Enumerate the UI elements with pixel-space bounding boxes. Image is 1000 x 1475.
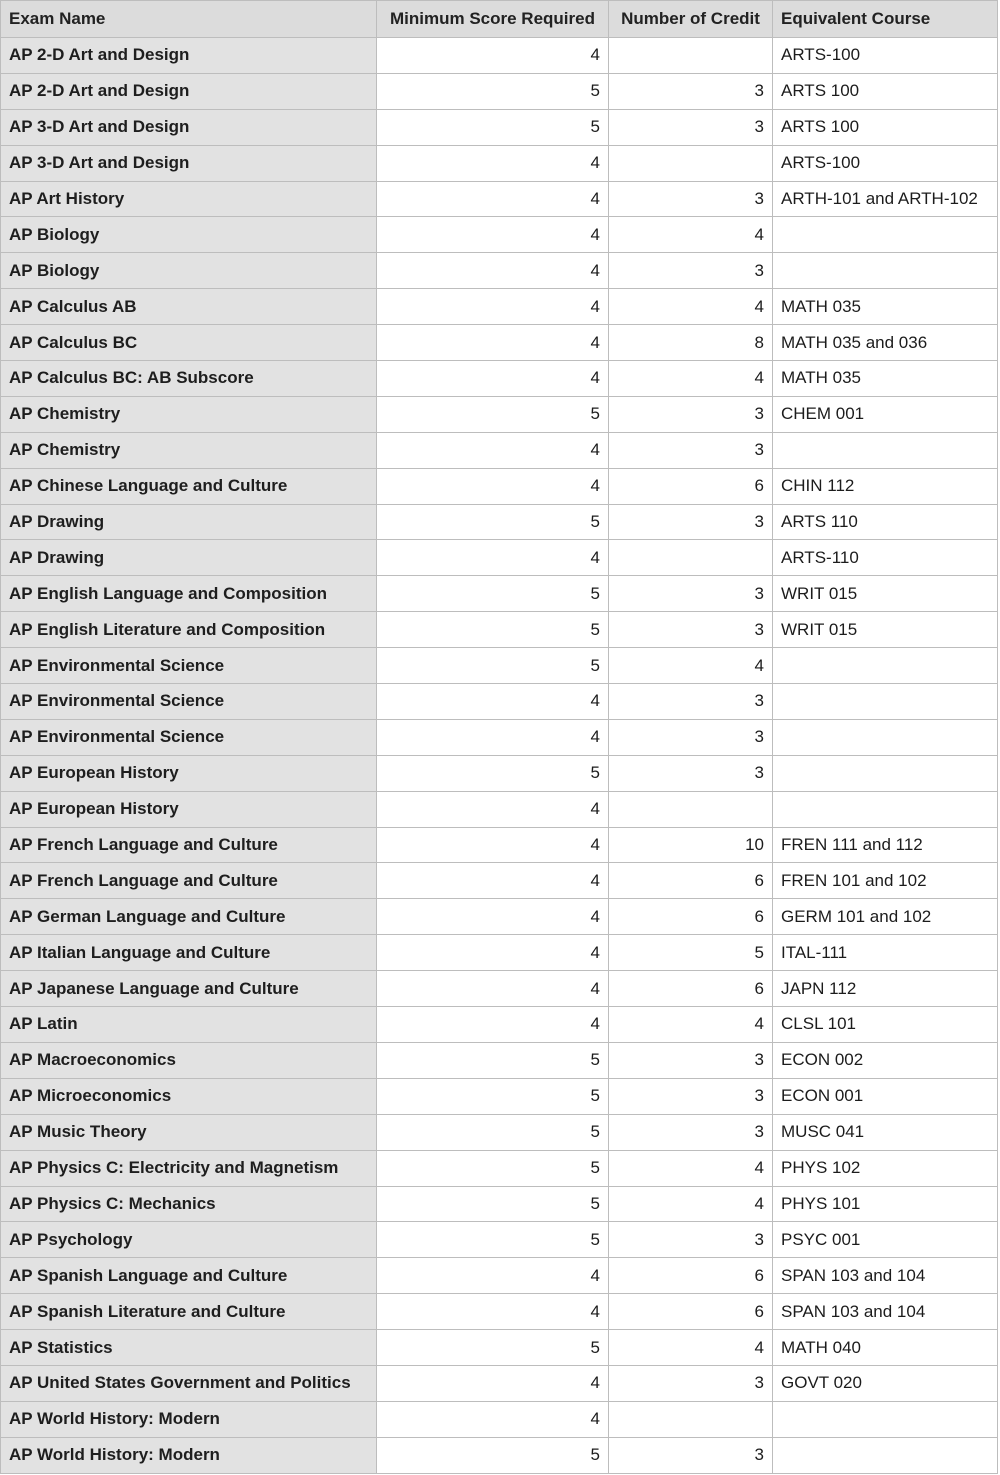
cell-exam-name[interactable]: AP 3-D Art and Design: [0, 146, 377, 181]
cell-equivalent-course[interactable]: [773, 720, 998, 755]
cell-equivalent-course[interactable]: ITAL-111: [773, 935, 998, 970]
cell-minimum-score[interactable]: 4: [377, 253, 609, 288]
cell-equivalent-course[interactable]: PHYS 102: [773, 1151, 998, 1186]
cell-minimum-score[interactable]: 5: [377, 756, 609, 791]
cell-minimum-score[interactable]: 5: [377, 1043, 609, 1078]
cell-equivalent-course[interactable]: [773, 253, 998, 288]
cell-minimum-score[interactable]: 4: [377, 38, 609, 73]
cell-exam-name[interactable]: AP Environmental Science: [0, 648, 377, 683]
table-row: [0, 289, 998, 325]
cell-minimum-score[interactable]: 4: [377, 1007, 609, 1042]
cell-equivalent-course[interactable]: [773, 792, 998, 827]
cell-number-of-credit[interactable]: 4: [609, 289, 773, 324]
cell-equivalent-course[interactable]: [773, 648, 998, 683]
cell-number-of-credit[interactable]: 3: [609, 397, 773, 432]
table-row: [0, 792, 998, 828]
cell-minimum-score[interactable]: 5: [377, 648, 609, 683]
cell-number-of-credit[interactable]: 3: [609, 253, 773, 288]
cell-equivalent-course[interactable]: SPAN 103 and 104: [773, 1258, 998, 1293]
table-row: [0, 1222, 998, 1258]
table-row: [0, 720, 998, 756]
cell-exam-name[interactable]: AP Music Theory: [0, 1115, 377, 1150]
cell-number-of-credit[interactable]: 3: [609, 1366, 773, 1401]
cell-number-of-credit[interactable]: 3: [609, 1079, 773, 1114]
cell-exam-name[interactable]: AP Psychology: [0, 1222, 377, 1257]
cell-equivalent-course[interactable]: GERM 101 and 102: [773, 899, 998, 934]
cell-exam-name[interactable]: AP European History: [0, 792, 377, 827]
cell-exam-name[interactable]: AP Environmental Science: [0, 684, 377, 719]
table-row: [0, 217, 998, 253]
table-row: [0, 74, 998, 110]
cell-number-of-credit[interactable]: 6: [609, 469, 773, 504]
cell-minimum-score[interactable]: 4: [377, 971, 609, 1006]
cell-exam-name[interactable]: AP World History: Modern: [0, 1402, 377, 1437]
table-row: [0, 182, 998, 218]
cell-exam-name[interactable]: AP Statistics: [0, 1330, 377, 1365]
cell-number-of-credit[interactable]: 3: [609, 182, 773, 217]
cell-number-of-credit[interactable]: [609, 540, 773, 575]
cell-exam-name[interactable]: AP Macroeconomics: [0, 1043, 377, 1078]
cell-equivalent-course[interactable]: ARTS 110: [773, 505, 998, 540]
cell-minimum-score[interactable]: 5: [377, 397, 609, 432]
cell-number-of-credit[interactable]: 6: [609, 1294, 773, 1329]
cell-minimum-score[interactable]: 5: [377, 74, 609, 109]
cell-number-of-credit[interactable]: 4: [609, 1330, 773, 1365]
cell-equivalent-course[interactable]: SPAN 103 and 104: [773, 1294, 998, 1329]
cell-number-of-credit[interactable]: 6: [609, 899, 773, 934]
cell-exam-name[interactable]: AP Italian Language and Culture: [0, 935, 377, 970]
cell-number-of-credit[interactable]: 4: [609, 1151, 773, 1186]
table-row: [0, 1330, 998, 1366]
table-row: [0, 325, 998, 361]
cell-exam-name[interactable]: AP Spanish Literature and Culture: [0, 1294, 377, 1329]
cell-number-of-credit[interactable]: 10: [609, 828, 773, 863]
cell-number-of-credit[interactable]: 3: [609, 110, 773, 145]
table-row: [0, 756, 998, 792]
table-row: [0, 684, 998, 720]
cell-number-of-credit[interactable]: 4: [609, 217, 773, 252]
cell-minimum-score[interactable]: 5: [377, 1151, 609, 1186]
cell-number-of-credit[interactable]: [609, 1402, 773, 1437]
cell-minimum-score[interactable]: 4: [377, 540, 609, 575]
cell-minimum-score[interactable]: 4: [377, 1402, 609, 1437]
cell-number-of-credit[interactable]: 3: [609, 505, 773, 540]
cell-exam-name[interactable]: AP German Language and Culture: [0, 899, 377, 934]
cell-number-of-credit[interactable]: 3: [609, 1438, 773, 1473]
column-header-minimum-score[interactable]: Minimum Score Required: [377, 1, 609, 37]
table-row: [0, 1438, 998, 1474]
cell-minimum-score[interactable]: 5: [377, 1079, 609, 1114]
cell-equivalent-course[interactable]: CLSL 101: [773, 1007, 998, 1042]
cell-exam-name[interactable]: AP United States Government and Politics: [0, 1366, 377, 1401]
cell-equivalent-course[interactable]: CHEM 001: [773, 397, 998, 432]
cell-equivalent-course[interactable]: MATH 035: [773, 289, 998, 324]
cell-equivalent-course[interactable]: PSYC 001: [773, 1222, 998, 1257]
cell-equivalent-course[interactable]: ARTS-100: [773, 38, 998, 73]
cell-number-of-credit[interactable]: 3: [609, 576, 773, 611]
cell-equivalent-course[interactable]: [773, 217, 998, 252]
cell-number-of-credit[interactable]: 4: [609, 1007, 773, 1042]
cell-number-of-credit[interactable]: 4: [609, 361, 773, 396]
cell-exam-name[interactable]: AP Drawing: [0, 540, 377, 575]
table-row: [0, 1079, 998, 1115]
cell-number-of-credit[interactable]: 3: [609, 612, 773, 647]
table-row: [0, 1258, 998, 1294]
cell-equivalent-course[interactable]: GOVT 020: [773, 1366, 998, 1401]
cell-exam-name[interactable]: AP 3-D Art and Design: [0, 110, 377, 145]
cell-minimum-score[interactable]: 5: [377, 612, 609, 647]
column-header-exam-name[interactable]: Exam Name: [0, 1, 377, 37]
cell-number-of-credit[interactable]: 6: [609, 863, 773, 898]
cell-minimum-score[interactable]: 5: [377, 505, 609, 540]
cell-equivalent-course[interactable]: JAPN 112: [773, 971, 998, 1006]
cell-equivalent-course[interactable]: ARTS-100: [773, 146, 998, 181]
cell-equivalent-course[interactable]: [773, 684, 998, 719]
cell-minimum-score[interactable]: 4: [377, 325, 609, 360]
cell-minimum-score[interactable]: 4: [377, 720, 609, 755]
cell-exam-name[interactable]: AP 2-D Art and Design: [0, 74, 377, 109]
cell-equivalent-course[interactable]: ECON 001: [773, 1079, 998, 1114]
table-row: [0, 469, 998, 505]
column-header-number-of-credit[interactable]: Number of Credit: [609, 1, 773, 37]
cell-equivalent-course[interactable]: [773, 1402, 998, 1437]
cell-equivalent-course[interactable]: ARTS 100: [773, 110, 998, 145]
table-row: [0, 361, 998, 397]
table-row: [0, 540, 998, 576]
cell-exam-name[interactable]: AP Physics C: Mechanics: [0, 1187, 377, 1222]
cell-number-of-credit[interactable]: 6: [609, 1258, 773, 1293]
cell-number-of-credit[interactable]: 5: [609, 935, 773, 970]
cell-minimum-score[interactable]: 5: [377, 1187, 609, 1222]
cell-equivalent-course[interactable]: ECON 002: [773, 1043, 998, 1078]
cell-number-of-credit[interactable]: 3: [609, 1115, 773, 1150]
table-header-row: [0, 0, 998, 38]
cell-exam-name[interactable]: AP Drawing: [0, 505, 377, 540]
cell-minimum-score[interactable]: 5: [377, 1115, 609, 1150]
cell-exam-name[interactable]: AP Calculus BC: AB Subscore: [0, 361, 377, 396]
cell-number-of-credit[interactable]: 6: [609, 971, 773, 1006]
table-row: [0, 1294, 998, 1330]
cell-minimum-score[interactable]: 4: [377, 1366, 609, 1401]
cell-equivalent-course[interactable]: WRIT 015: [773, 612, 998, 647]
cell-minimum-score[interactable]: 5: [377, 576, 609, 611]
cell-exam-name[interactable]: AP Chinese Language and Culture: [0, 469, 377, 504]
cell-equivalent-course[interactable]: ARTS-110: [773, 540, 998, 575]
cell-exam-name[interactable]: AP Art History: [0, 182, 377, 217]
cell-equivalent-course[interactable]: ARTH-101 and ARTH-102: [773, 182, 998, 217]
table-row: [0, 1151, 998, 1187]
table-row: [0, 38, 998, 74]
cell-number-of-credit[interactable]: 3: [609, 1222, 773, 1257]
cell-number-of-credit[interactable]: 8: [609, 325, 773, 360]
cell-number-of-credit[interactable]: 3: [609, 684, 773, 719]
cell-minimum-score[interactable]: 5: [377, 1222, 609, 1257]
cell-exam-name[interactable]: AP World History: Modern: [0, 1438, 377, 1473]
cell-minimum-score[interactable]: 4: [377, 899, 609, 934]
cell-exam-name[interactable]: AP English Literature and Composition: [0, 612, 377, 647]
cell-exam-name[interactable]: AP Biology: [0, 253, 377, 288]
cell-number-of-credit[interactable]: [609, 792, 773, 827]
cell-number-of-credit[interactable]: 3: [609, 720, 773, 755]
cell-number-of-credit[interactable]: 3: [609, 74, 773, 109]
cell-minimum-score[interactable]: 5: [377, 1438, 609, 1473]
cell-minimum-score[interactable]: 4: [377, 1294, 609, 1329]
cell-number-of-credit[interactable]: 4: [609, 1187, 773, 1222]
table-row: [0, 935, 998, 971]
cell-minimum-score[interactable]: 4: [377, 684, 609, 719]
cell-minimum-score[interactable]: 4: [377, 217, 609, 252]
table-row: [0, 1402, 998, 1438]
cell-minimum-score[interactable]: 4: [377, 182, 609, 217]
cell-exam-name[interactable]: AP Japanese Language and Culture: [0, 971, 377, 1006]
table-row: [0, 433, 998, 469]
table-row: [0, 863, 998, 899]
cell-number-of-credit[interactable]: 4: [609, 648, 773, 683]
table-row: [0, 899, 998, 935]
table-row: [0, 612, 998, 648]
cell-minimum-score[interactable]: 4: [377, 433, 609, 468]
cell-minimum-score[interactable]: 4: [377, 1258, 609, 1293]
cell-equivalent-course[interactable]: FREN 111 and 112: [773, 828, 998, 863]
cell-minimum-score[interactable]: 5: [377, 1330, 609, 1365]
cell-exam-name[interactable]: AP French Language and Culture: [0, 863, 377, 898]
cell-equivalent-course[interactable]: MUSC 041: [773, 1115, 998, 1150]
cell-equivalent-course[interactable]: MATH 035 and 036: [773, 325, 998, 360]
cell-exam-name[interactable]: AP Latin: [0, 1007, 377, 1042]
cell-minimum-score[interactable]: 4: [377, 863, 609, 898]
table-body: [0, 38, 998, 1474]
cell-equivalent-course[interactable]: WRIT 015: [773, 576, 998, 611]
cell-minimum-score[interactable]: 4: [377, 469, 609, 504]
cell-number-of-credit[interactable]: 3: [609, 756, 773, 791]
cell-minimum-score[interactable]: 4: [377, 146, 609, 181]
cell-equivalent-course[interactable]: CHIN 112: [773, 469, 998, 504]
table-row: [0, 146, 998, 182]
cell-exam-name[interactable]: AP Environmental Science: [0, 720, 377, 755]
table-row: [0, 1115, 998, 1151]
cell-minimum-score[interactable]: 4: [377, 361, 609, 396]
table-row: [0, 397, 998, 433]
cell-number-of-credit[interactable]: 3: [609, 433, 773, 468]
table-row: [0, 1187, 998, 1223]
cell-exam-name[interactable]: AP Chemistry: [0, 397, 377, 432]
table-row: [0, 828, 998, 864]
table-row: [0, 505, 998, 541]
cell-equivalent-course[interactable]: [773, 433, 998, 468]
cell-exam-name[interactable]: AP 2-D Art and Design: [0, 38, 377, 73]
cell-minimum-score[interactable]: 4: [377, 289, 609, 324]
cell-minimum-score[interactable]: 4: [377, 935, 609, 970]
table-row: [0, 576, 998, 612]
cell-exam-name[interactable]: AP Calculus AB: [0, 289, 377, 324]
cell-number-of-credit[interactable]: [609, 146, 773, 181]
cell-exam-name[interactable]: AP Microeconomics: [0, 1079, 377, 1114]
cell-exam-name[interactable]: AP Calculus BC: [0, 325, 377, 360]
cell-equivalent-course[interactable]: [773, 1438, 998, 1473]
cell-exam-name[interactable]: AP Physics C: Electricity and Magnetism: [0, 1151, 377, 1186]
table-row: [0, 1043, 998, 1079]
cell-exam-name[interactable]: AP Chemistry: [0, 433, 377, 468]
table-row: [0, 1366, 998, 1402]
cell-exam-name[interactable]: AP European History: [0, 756, 377, 791]
cell-exam-name[interactable]: AP French Language and Culture: [0, 828, 377, 863]
cell-minimum-score[interactable]: 4: [377, 828, 609, 863]
column-header-equivalent-course[interactable]: Equivalent Course: [773, 1, 998, 37]
cell-exam-name[interactable]: AP Biology: [0, 217, 377, 252]
cell-number-of-credit[interactable]: 3: [609, 1043, 773, 1078]
cell-equivalent-course[interactable]: [773, 756, 998, 791]
table-row: [0, 110, 998, 146]
cell-equivalent-course[interactable]: MATH 035: [773, 361, 998, 396]
cell-equivalent-course[interactable]: PHYS 101: [773, 1187, 998, 1222]
table-row: [0, 253, 998, 289]
cell-number-of-credit[interactable]: [609, 38, 773, 73]
cell-exam-name[interactable]: AP Spanish Language and Culture: [0, 1258, 377, 1293]
table-row: [0, 648, 998, 684]
cell-equivalent-course[interactable]: MATH 040: [773, 1330, 998, 1365]
cell-minimum-score[interactable]: 4: [377, 792, 609, 827]
cell-minimum-score[interactable]: 5: [377, 110, 609, 145]
cell-equivalent-course[interactable]: FREN 101 and 102: [773, 863, 998, 898]
table-row: [0, 971, 998, 1007]
cell-equivalent-course[interactable]: ARTS 100: [773, 74, 998, 109]
cell-exam-name[interactable]: AP English Language and Composition: [0, 576, 377, 611]
table-row: [0, 1007, 998, 1043]
